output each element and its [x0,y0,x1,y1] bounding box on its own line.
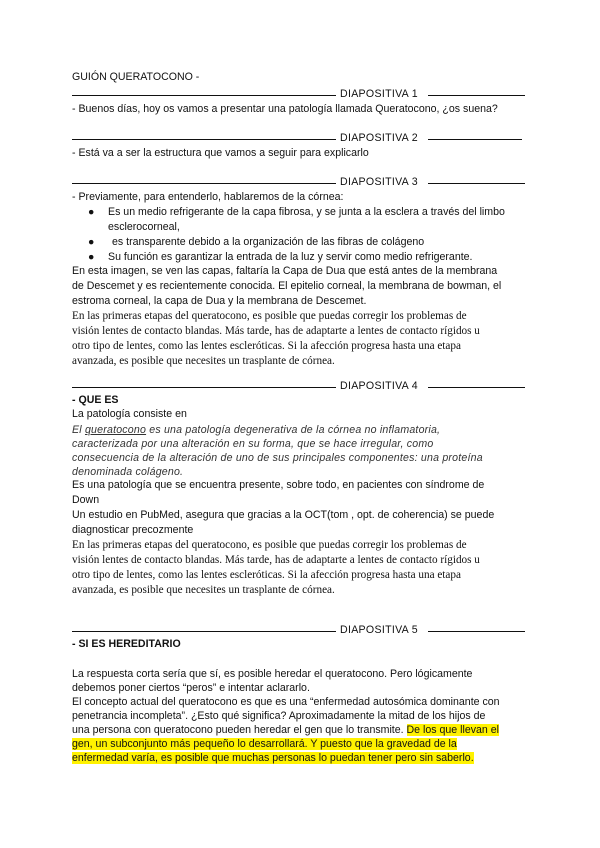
serif-line: avanzada, es posible que necesites un trasplante de córnea. [72,355,335,367]
slide-2-label: DIAPOSITIVA 2 [340,132,418,144]
serif-line: En las primeras etapas del queratocono, es posible que puedas corregir los problemas de [72,310,467,322]
slide-3-separator [72,175,528,189]
list-item-continuation: esclerocorneal, [108,221,180,233]
paragraph-line: Es una patología que se encuentra presente, sobre todo, en pacientes con síndrome de [72,479,485,491]
serif-line: avanzada, es posible que necesites un trasplante de córnea. [72,584,335,596]
paragraph-line: diagnosticar precozmente [72,524,194,536]
slide-3-intro: - Previamente, para entenderlo, hablaremos de la córnea: [72,191,344,203]
slide-2-text: - Está va a ser la estructura que vamos a seguir para explicarlo [72,147,369,159]
serif-line: visión lentes de contacto blandas. Más tarde, has de adaptarte a lentes de contacto rígidos u [72,554,480,566]
paragraph-line: Un estudio en PubMed, asegura que gracias a la OCT(tom , opt. de coherencia) se puede [72,509,495,521]
serif-line: otro tipo de lentes, como las lentes escleróticas. Si la afección progresa hasta una etapa [72,569,461,581]
paragraph-line: La patología consiste en [72,408,187,420]
paragraph-line: Down [72,494,100,506]
paragraph-line: una persona con queratocono pueden heredar el gen que lo transmite. De los que llevan el [72,724,499,736]
serif-line: En las primeras etapas del queratocono, es posible que puedas corregir los problemas de [72,539,467,551]
paragraph-line: penetrancia incompleta”. ¿Esto qué significa? Aproximadamente la mitad de los hijos de [72,710,486,722]
paragraph-line: En esta imagen, se ven las capas, faltaría la Capa de Dua que está antes de la membrana [72,265,498,277]
keyword-queratocono: queratocono [84,424,147,436]
document-title: GUIÓN QUERATOCONO - [72,71,200,83]
slide-4-label: DIAPOSITIVA 4 [340,380,418,392]
slide-5-label: DIAPOSITIVA 5 [340,624,418,636]
paragraph-line: estroma corneal, la capa de Dua y la membrana de Descemet. [72,295,367,307]
slide-5-heading: - SI ES HEREDITARIO [72,638,181,650]
slide-5-separator [72,623,528,637]
slide-1-label: DIAPOSITIVA 1 [340,88,418,100]
italic-line: caracterizada por una alteración en su forma, que se hace irregular, como [72,438,434,450]
highlighted-line: enfermedad varía, es posible que muchas personas lo puedan tener pero sin saberlo. [72,752,474,764]
italic-line: El queratocono es una patología degenerativa de la córnea no inflamatoria, [72,424,441,436]
serif-line: visión lentes de contacto blandas. Más tarde, has de adaptarte a lentes de contacto rígidos u [72,325,480,337]
slide-4-heading: - QUE ES [72,394,119,406]
italic-line: consecuencia de la alteración de uno de sus principales componentes: una proteína [72,452,483,464]
slide-1-text: - Buenos días, hoy os vamos a presentar una patología llamada Queratocono, ¿os suena? [72,103,498,115]
slide-2-separator [72,131,528,145]
slide-1-separator [72,87,528,101]
paragraph-line: La respuesta corta sería que sí, es posible heredar el queratocono. Pero lógicamente [72,668,473,680]
serif-line: otro tipo de lentes, como las lentes escleróticas. Si la afección progresa hasta una etapa [72,340,461,352]
italic-line: denominada colágeno. [72,466,184,478]
slide-3-label: DIAPOSITIVA 3 [340,176,418,188]
slide-4-separator [72,379,528,393]
highlighted-text: De los que llevan el [406,724,499,736]
paragraph-line: El concepto actual del queratocono es que es una “enfermedad autosómica dominante con [72,696,500,708]
paragraph-line: de Descemet y es recientemente conocida. El epitelio corneal, la membrana de bowman, el [72,280,502,292]
highlighted-line: gen, un subconjunto más pequeño lo desarrollará. Y puesto que la gravedad de la [72,738,457,750]
paragraph-line: debemos poner ciertos “peros” e intentar aclararlo. [72,682,310,694]
